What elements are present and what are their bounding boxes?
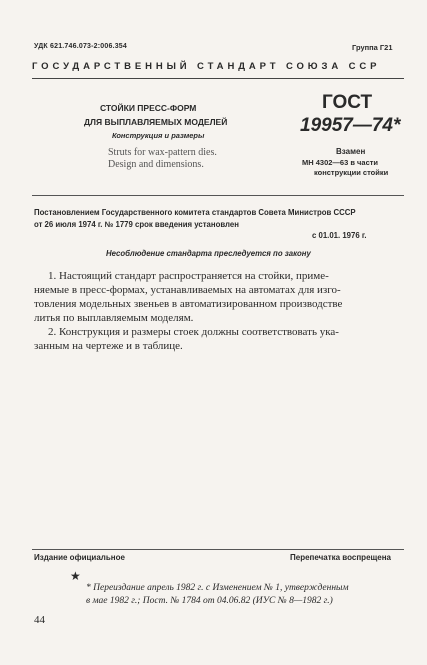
paragraph-2-line-1: 2. Конструкция и размеры стоек должны соответствовать ука- (48, 326, 339, 338)
reprint-prohibited-label: Перепечатка воспрещена (290, 553, 391, 562)
paragraph-1-line-3: товления модельных звеньев в автоматизированном производстве (34, 298, 343, 310)
gost-label: ГОСТ (322, 92, 373, 113)
paragraph-1-line-1: 1. Настоящий стандарт распространяется на стойки, приме- (48, 270, 329, 282)
page-number: 44 (34, 614, 45, 626)
standard-banner: ГОСУДАРСТВЕННЫЙ СТАНДАРТ СОЮЗА ССР (32, 61, 381, 72)
bottom-divider (32, 549, 404, 550)
star-icon: ★ (70, 569, 81, 583)
footnote-line-1: * Переиздание апрель 1982 г. с Изменением № 1, утвержденным (86, 583, 349, 593)
replaces-label: Взамен (336, 147, 366, 156)
english-title-1: Struts for wax-pattern dies. (108, 147, 217, 158)
title-line-2: ДЛЯ ВЫПЛАВЛЯЕМЫХ МОДЕЛЕЙ (84, 117, 228, 127)
title-line-1: СТОЙКИ ПРЕСС-ФОРМ (100, 103, 197, 113)
gost-number: 19957—74* (300, 115, 401, 136)
paragraph-2-line-2: занным на чертеже и в таблице. (34, 340, 183, 352)
decree-line-2: от 26 июля 1974 г. № 1779 срок введения установлен (34, 220, 239, 229)
title-subtitle: Конструкция и размеры (112, 131, 205, 140)
udk-code: УДК 621.746.073-2:006.354 (34, 43, 127, 50)
penalty-notice: Несоблюдение стандарта преследуется по закону (106, 249, 311, 258)
footnote-line-2: в мае 1982 г.; Пост. № 1784 от 04.06.82 (ИУС № 8—1982 г.) (86, 596, 333, 606)
paragraph-1-line-2: няемые в пресс-формах, устанавливаемых на автоматах для изго- (34, 284, 341, 296)
middle-divider (32, 195, 404, 196)
decree-line-1: Постановлением Государственного комитета стандартов Совета Министров СССР (34, 208, 356, 217)
effective-date: с 01.01. 1976 г. (312, 231, 367, 240)
group-code: Группа Г21 (352, 43, 393, 52)
replaces-text-1: МН 4302—63 в части (302, 158, 379, 167)
top-divider (32, 78, 404, 79)
official-edition-label: Издание официальное (34, 553, 125, 562)
paragraph-1-line-4: литья по выплавляемым моделям. (34, 312, 194, 324)
replaces-text-2: конструкции стойки (314, 168, 389, 177)
english-title-2: Design and dimensions. (108, 159, 204, 170)
